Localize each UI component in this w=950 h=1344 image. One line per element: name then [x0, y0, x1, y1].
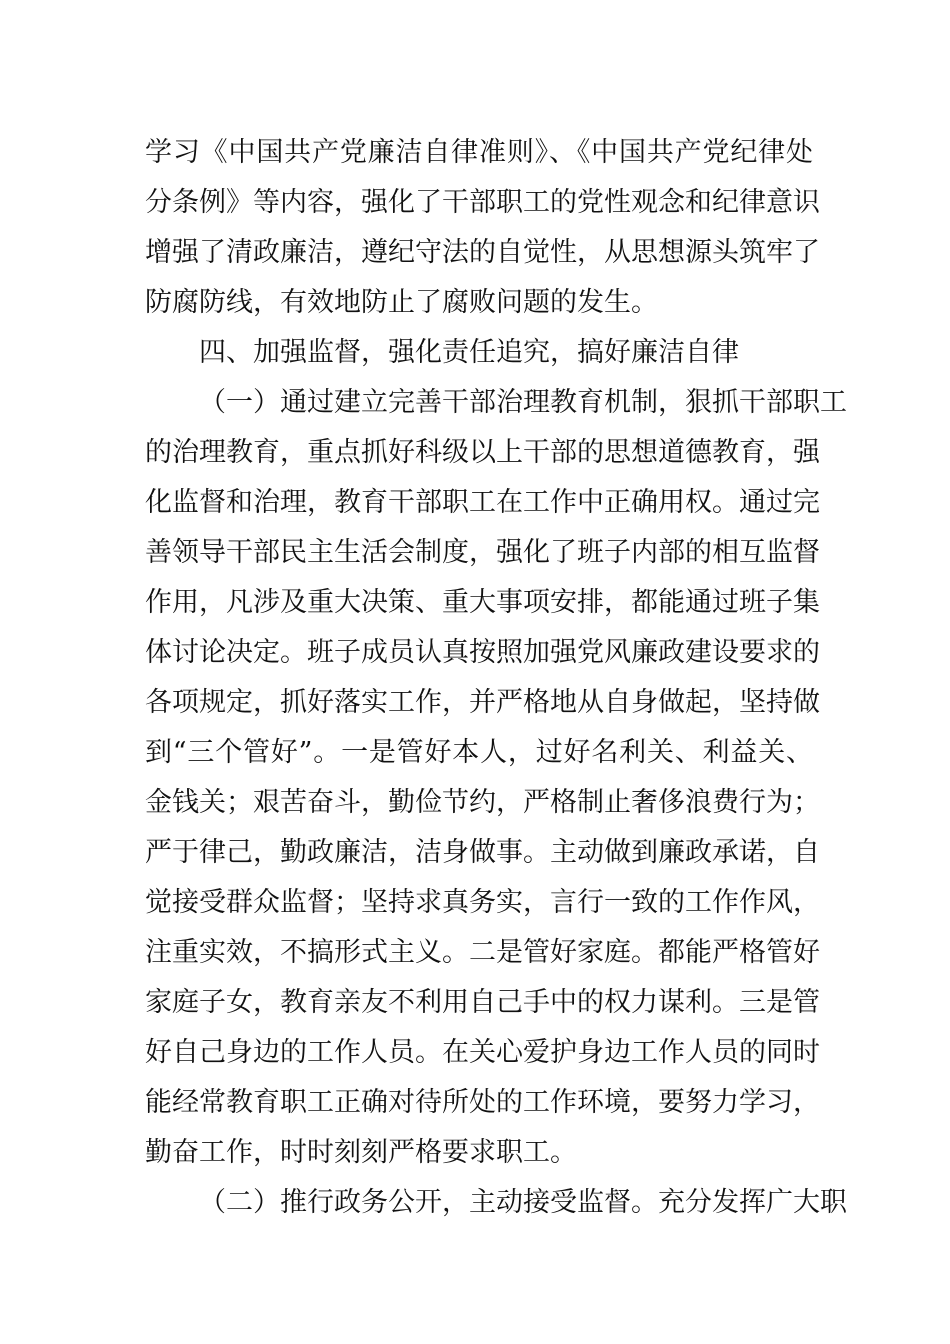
- text-line: 金钱关；艰苦奋斗，勤俭节约，严格制止奢侈浪费行为；: [145, 787, 820, 818]
- text-line: 增强了清政廉洁，遵纪守法的自觉性，从思想源头筑牢了: [145, 237, 820, 268]
- text-line: （一）通过建立完善干部治理教育机制，狠抓干部职工: [199, 387, 847, 418]
- text-line: 学习《中国共产党廉洁自律准则》、《中国共产党纪律处: [145, 137, 813, 168]
- text-line: 体讨论决定。班子成员认真按照加强党风廉政建设要求的: [145, 637, 820, 668]
- text-line: 作用，凡涉及重大决策、重大事项安排，都能通过班子集: [145, 587, 820, 618]
- text-line: 觉接受群众监督；坚持求真务实，言行一致的工作作风，: [145, 887, 820, 918]
- text-line: （二）推行政务公开，主动接受监督。充分发挥广大职: [199, 1187, 847, 1218]
- text-line: 的治理教育，重点抓好科级以上干部的思想道德教育，强: [145, 437, 820, 468]
- text-line: 分条例》等内容，强化了干部职工的党性观念和纪律意识: [145, 187, 820, 218]
- document-body: [145, 128, 847, 1228]
- text-line: 各项规定，抓好落实工作，并严格地从自身做起，坚持做: [145, 687, 820, 718]
- text-line: 化监督和治理，教育干部职工在工作中正确用权。通过完: [145, 487, 820, 518]
- text-line: 家庭子女，教育亲友不利用自己手中的权力谋利。三是管: [145, 987, 820, 1018]
- text-line: 到“三个管好”。一是管好本人，过好名利关、利益关、: [145, 737, 813, 768]
- text-line: 能经常教育职工正确对待所处的工作环境，要努力学习，: [145, 1087, 820, 1118]
- text-line: 善领导干部民主生活会制度，强化了班子内部的相互监督: [145, 537, 820, 568]
- text-line: 严于律己，勤政廉洁，洁身做事。主动做到廉政承诺，自: [145, 837, 820, 868]
- text-line: 好自己身边的工作人员。在关心爱护身边工作人员的同时: [145, 1037, 820, 1068]
- text-line: 防腐防线，有效地防止了腐败问题的发生。: [145, 287, 658, 318]
- text-line: 注重实效，不搞形式主义。二是管好家庭。都能严格管好: [145, 937, 820, 968]
- text-line: 勤奋工作，时时刻刻严格要求职工。: [145, 1137, 577, 1168]
- section-heading: 四、加强监督，强化责任追究，搞好廉洁自律: [199, 337, 739, 368]
